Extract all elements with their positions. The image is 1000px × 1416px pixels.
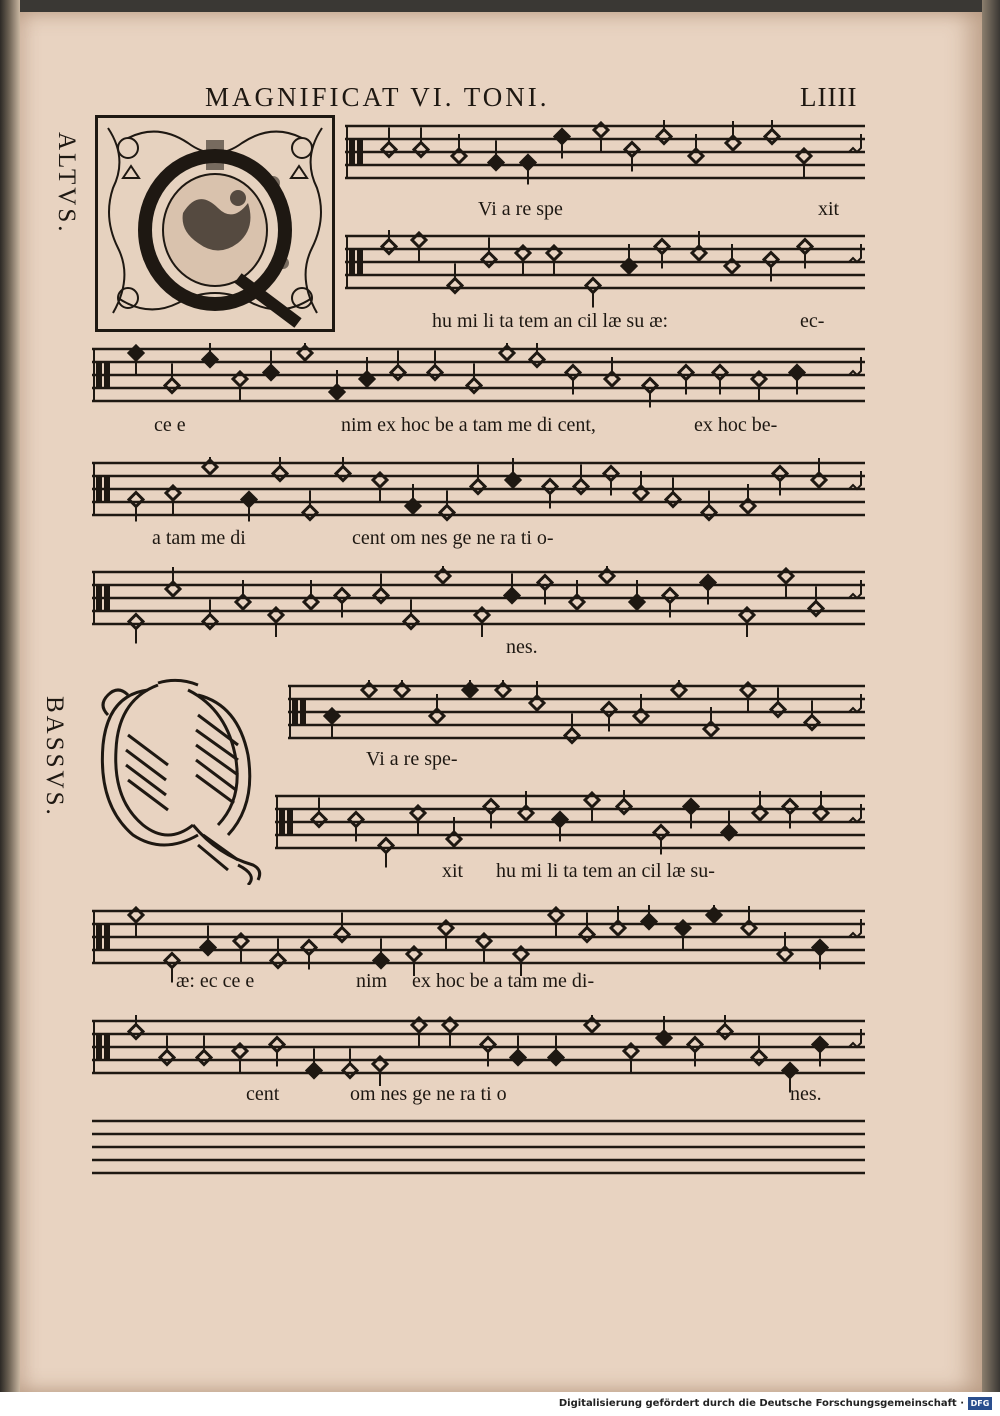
note bbox=[688, 1038, 702, 1067]
c-clef-icon bbox=[94, 463, 110, 515]
altus-staff-3 bbox=[92, 343, 865, 423]
c-clef-icon bbox=[94, 1021, 110, 1073]
note bbox=[362, 680, 376, 697]
note bbox=[813, 1038, 827, 1067]
lyric-text: æ: ec ce e bbox=[176, 970, 255, 992]
altus-staff-1 bbox=[345, 120, 865, 200]
note bbox=[436, 566, 450, 583]
custos-icon bbox=[849, 919, 861, 937]
book-edge-left bbox=[0, 0, 20, 1416]
note bbox=[600, 566, 614, 583]
note bbox=[505, 574, 519, 603]
custos-icon bbox=[849, 471, 861, 489]
lyric-text: a tam me di bbox=[152, 527, 246, 549]
lyric-text: nes. bbox=[506, 636, 538, 658]
note bbox=[500, 343, 514, 360]
bassus-staff-2 bbox=[275, 790, 865, 870]
note bbox=[477, 934, 491, 963]
c-clef-icon bbox=[277, 796, 293, 848]
note bbox=[475, 608, 489, 637]
lyric-text: Vi a re spe- bbox=[366, 748, 458, 770]
note bbox=[129, 346, 143, 375]
note bbox=[129, 493, 143, 522]
note bbox=[129, 615, 143, 644]
note bbox=[373, 473, 387, 502]
note bbox=[233, 1044, 247, 1073]
custos-icon bbox=[849, 244, 861, 262]
note bbox=[302, 941, 316, 970]
decorated-initial-q-icon bbox=[95, 115, 335, 332]
voice-label-altus: ALTVS. bbox=[53, 132, 80, 235]
note bbox=[233, 372, 247, 401]
note bbox=[439, 921, 453, 950]
note bbox=[701, 576, 715, 605]
note bbox=[663, 589, 677, 618]
note bbox=[335, 589, 349, 618]
note bbox=[129, 908, 143, 937]
note bbox=[654, 826, 668, 855]
note bbox=[585, 1015, 599, 1032]
note bbox=[585, 793, 599, 822]
c-clef-icon bbox=[94, 911, 110, 963]
lyric-text: xit bbox=[818, 198, 840, 220]
note bbox=[643, 379, 657, 408]
note bbox=[740, 608, 754, 637]
note bbox=[713, 366, 727, 395]
note bbox=[412, 233, 426, 262]
lyric-text: cent bbox=[246, 1083, 280, 1105]
note bbox=[203, 457, 217, 474]
dfg-logo: DFG bbox=[968, 1397, 992, 1410]
note bbox=[549, 908, 563, 937]
custos-icon bbox=[849, 134, 861, 152]
folio-number: LIIII bbox=[800, 82, 858, 112]
lyric-text: nim ex hoc be a tam me di cent, bbox=[341, 414, 596, 436]
note bbox=[555, 130, 569, 159]
note bbox=[269, 608, 283, 637]
lyric-text: ec- bbox=[800, 310, 825, 332]
lyric-text: nes. bbox=[790, 1083, 822, 1105]
c-clef-icon bbox=[290, 686, 306, 738]
note bbox=[538, 576, 552, 605]
note bbox=[463, 680, 477, 697]
note bbox=[679, 366, 693, 395]
note bbox=[395, 680, 409, 697]
note bbox=[602, 703, 616, 732]
lyric-text: om nes ge ne ra ti o bbox=[350, 1083, 507, 1105]
note bbox=[373, 1057, 387, 1086]
note bbox=[325, 709, 339, 738]
lyric-text: hu mi li ta tem an cil læ su æ: bbox=[432, 310, 669, 332]
note bbox=[298, 343, 312, 360]
lyric-text: ex hoc be a tam me di- bbox=[412, 970, 595, 992]
custos-icon bbox=[849, 1029, 861, 1047]
lyric-text: nim bbox=[356, 970, 388, 992]
note bbox=[412, 1018, 426, 1047]
note bbox=[511, 1036, 525, 1065]
note bbox=[813, 941, 827, 970]
note bbox=[489, 141, 503, 170]
note bbox=[543, 480, 557, 509]
note bbox=[484, 800, 498, 829]
note bbox=[481, 1038, 495, 1067]
note bbox=[307, 1049, 321, 1078]
calligraphic-initial-q-icon bbox=[88, 675, 268, 885]
note bbox=[270, 1038, 284, 1067]
note bbox=[624, 1044, 638, 1073]
note bbox=[553, 813, 567, 842]
custos-icon bbox=[849, 694, 861, 712]
altus-staff-2 bbox=[345, 230, 865, 310]
lyric-text: hu mi li ta tem an cil læ su- bbox=[496, 860, 715, 882]
note bbox=[349, 813, 363, 842]
note bbox=[684, 800, 698, 829]
note bbox=[496, 680, 510, 697]
note bbox=[790, 366, 804, 395]
note bbox=[672, 680, 686, 697]
footer-credit: Digitalisierung gefördert durch die Deutsche Forschungsgemeinschaft · bbox=[558, 1398, 964, 1409]
note bbox=[549, 1036, 563, 1065]
altus-staff-4 bbox=[92, 457, 865, 537]
note bbox=[201, 926, 215, 955]
lyric-text: cent om nes ge ne ra ti o- bbox=[352, 527, 554, 549]
note bbox=[741, 683, 755, 712]
note bbox=[443, 1018, 457, 1047]
note bbox=[604, 467, 618, 496]
note bbox=[764, 253, 778, 282]
note bbox=[642, 905, 656, 929]
custos-icon bbox=[849, 357, 861, 375]
note bbox=[798, 240, 812, 269]
custos-icon bbox=[849, 804, 861, 822]
lyric-text: ce e bbox=[154, 414, 186, 436]
digitization-footer bbox=[0, 1392, 1000, 1416]
voice-label-bassus: BASSVS. bbox=[41, 696, 68, 818]
book-edge-right bbox=[982, 0, 1000, 1416]
note bbox=[655, 240, 669, 269]
note bbox=[783, 800, 797, 829]
note bbox=[234, 934, 248, 963]
note bbox=[203, 343, 217, 367]
note bbox=[521, 156, 535, 185]
note bbox=[707, 905, 721, 922]
note bbox=[374, 939, 388, 968]
note bbox=[242, 493, 256, 522]
lyric-text: ex hoc be- bbox=[694, 414, 778, 436]
altus-staff-5 bbox=[92, 566, 865, 646]
lyric-text: xit bbox=[442, 860, 464, 882]
c-clef-icon bbox=[347, 236, 363, 288]
note bbox=[586, 279, 600, 308]
note bbox=[516, 246, 530, 275]
c-clef-icon bbox=[94, 349, 110, 401]
page-title: MAGNIFICAT VI. TONI. bbox=[205, 82, 550, 112]
note bbox=[379, 839, 393, 868]
note bbox=[411, 806, 425, 835]
note bbox=[547, 246, 561, 275]
note bbox=[166, 486, 180, 515]
note bbox=[773, 467, 787, 496]
note bbox=[752, 372, 766, 401]
note bbox=[625, 143, 639, 172]
note bbox=[264, 351, 278, 380]
note bbox=[676, 921, 690, 950]
custos-icon bbox=[849, 580, 861, 598]
lyric-text: Vi a re spe bbox=[478, 198, 563, 220]
c-clef-icon bbox=[347, 126, 363, 178]
c-clef-icon bbox=[94, 572, 110, 624]
note bbox=[566, 366, 580, 395]
empty-staff bbox=[92, 1115, 865, 1195]
note bbox=[594, 123, 608, 152]
note bbox=[779, 569, 793, 598]
note bbox=[797, 149, 811, 178]
note bbox=[722, 811, 736, 840]
